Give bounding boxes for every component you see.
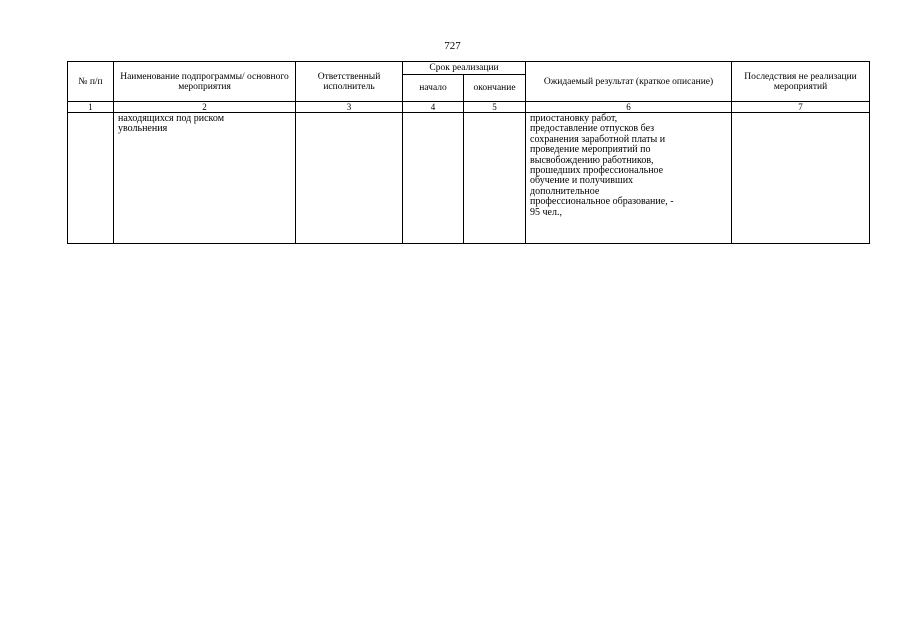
cell-responsible	[296, 113, 403, 244]
table-row	[68, 113, 870, 244]
header-expected: Ожидаемый результат (краткое описание)	[526, 62, 732, 102]
header-consequences: Последствия не реализации мероприятий	[732, 62, 870, 102]
program-table	[67, 61, 870, 244]
cell-start	[403, 113, 464, 244]
cell-consequences	[732, 113, 870, 244]
cell-no	[68, 113, 114, 244]
column-number: 5	[464, 102, 526, 113]
column-number: 3	[296, 102, 403, 113]
column-number-row	[68, 102, 870, 113]
column-number: 1	[68, 102, 114, 113]
cell-name: находящихся под риском увольнения	[114, 113, 296, 244]
header-term-end: окончание	[464, 75, 526, 102]
column-number: 7	[732, 102, 870, 113]
header-row-top	[68, 62, 870, 75]
column-number: 4	[403, 102, 464, 113]
cell-end	[464, 113, 526, 244]
header-term: Срок реализации	[403, 62, 526, 75]
column-number: 6	[526, 102, 732, 113]
header-name: Наименование подпрограммы/ основного мероприятия	[114, 62, 296, 102]
column-number: 2	[114, 102, 296, 113]
header-responsible: Ответственный исполнитель	[296, 62, 403, 102]
header-no: № п/п	[68, 62, 114, 102]
header-term-start: начало	[403, 75, 464, 102]
cell-expected: приостановку работ, предоставление отпусков без сохранения заработной платы и проведение мероприятий по высвобождению работников, прошедших профессиональное обучение и получивших дополнительное профессиональное образование, - 95 чел.,	[526, 113, 732, 244]
page-number: 727	[444, 40, 461, 52]
